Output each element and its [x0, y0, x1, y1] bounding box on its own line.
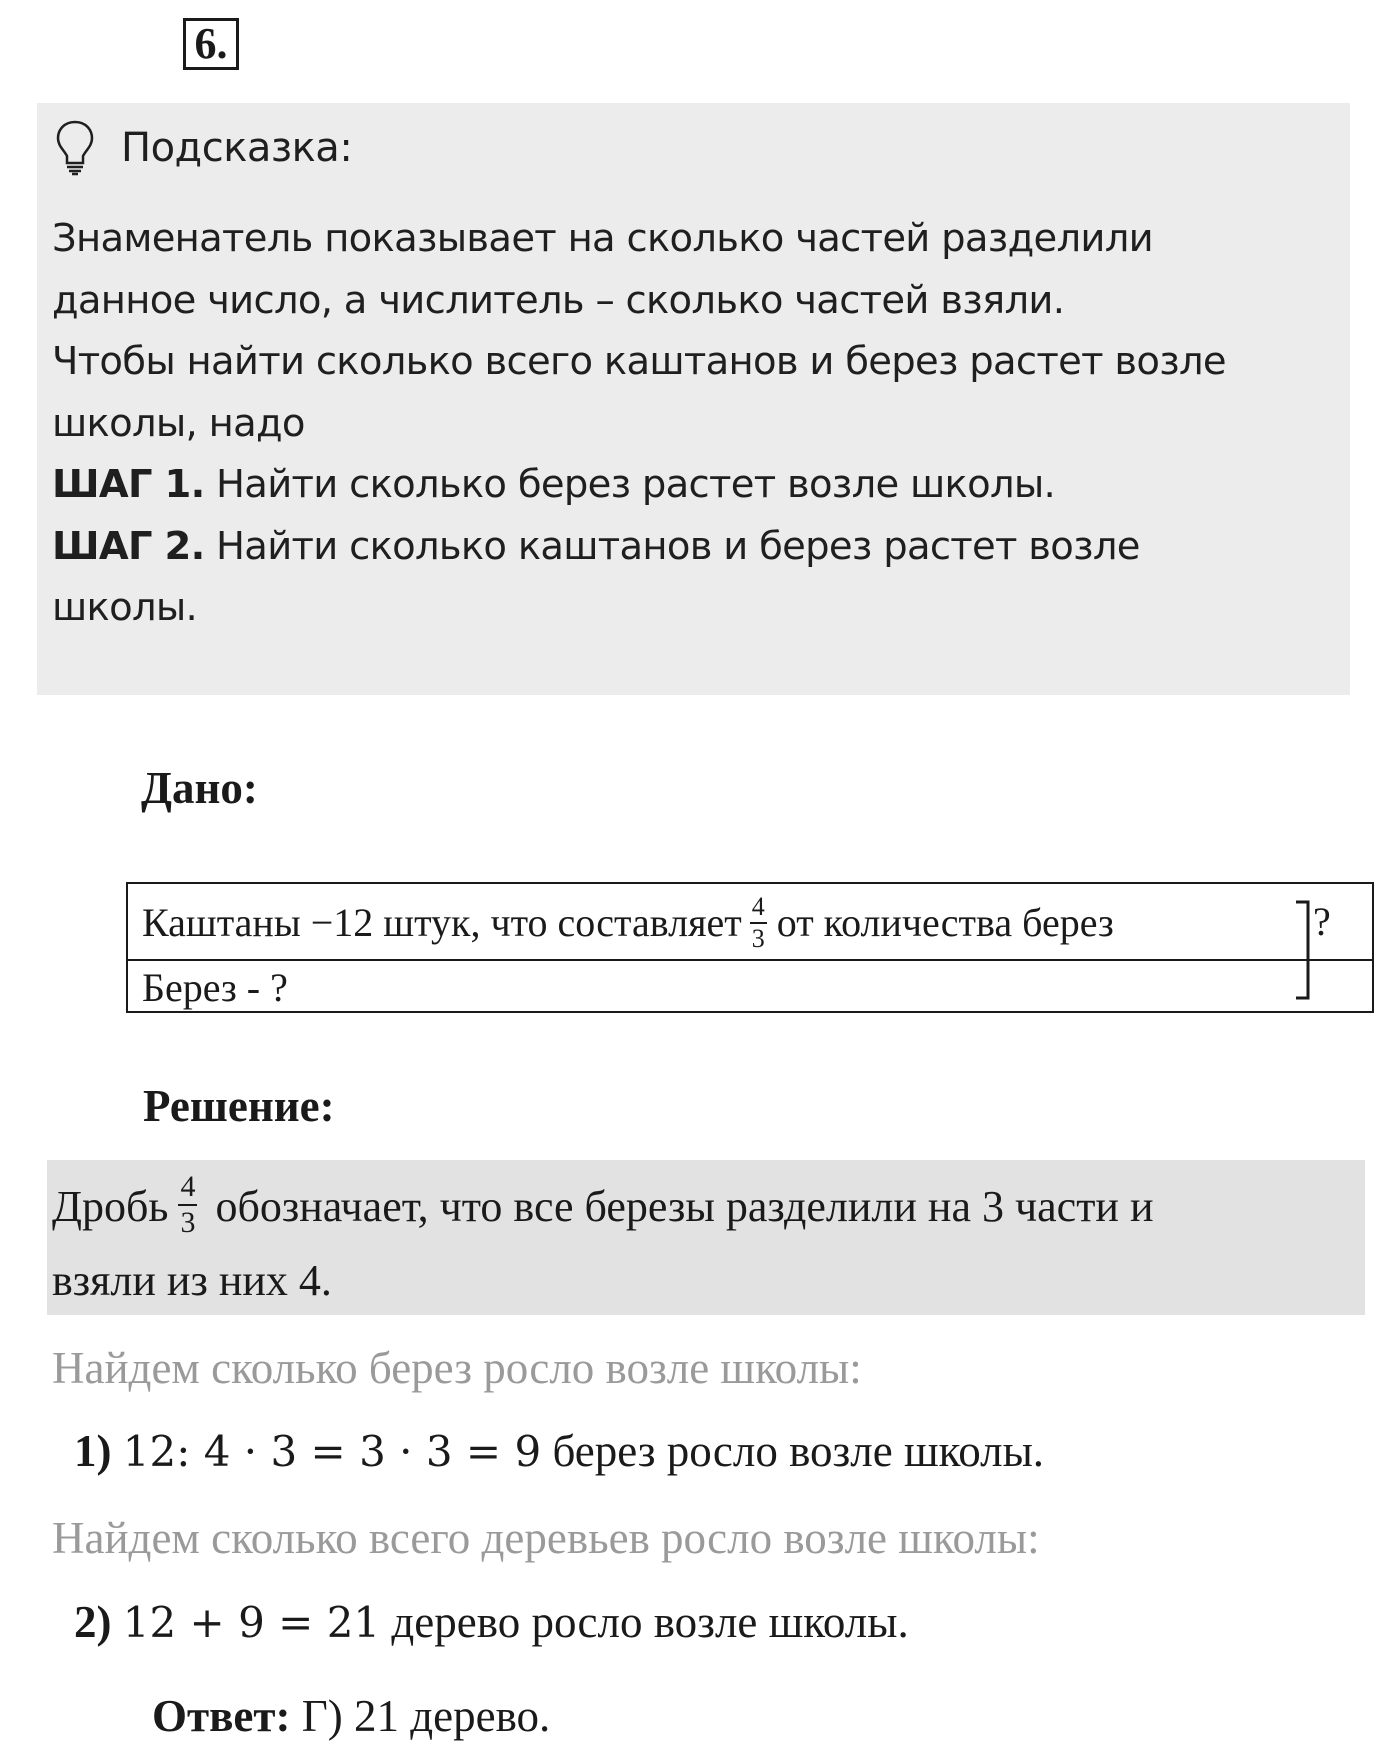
- fraction-explanation-line-1: [52, 1169, 1154, 1244]
- find-birches-caption: Найдем сколько берез росло возле школы:: [52, 1343, 862, 1393]
- fraction: [750, 894, 767, 952]
- step-text: берез росло возле школы.: [541, 1426, 1045, 1476]
- hint-step-1-label: ШАГ 1.: [52, 462, 205, 507]
- lightbulb-icon: [55, 119, 95, 177]
- find-trees-caption: Найдем сколько всего деревьев росло возле школы:: [52, 1513, 1040, 1563]
- fraction-note-prefix: Дробь: [52, 1182, 169, 1231]
- task-number: 6.: [183, 18, 239, 70]
- step-text: дерево росло возле школы.: [380, 1597, 909, 1647]
- fraction-explanation: [47, 1160, 1365, 1315]
- step-math: 12 + 9 = 21: [122, 1598, 381, 1647]
- table-divider: [128, 959, 1372, 961]
- hint-line: Чтобы найти сколько всего каштанов и берез растет возле: [52, 339, 1226, 384]
- hint-step-2-text: Найти сколько каштанов и берез растет возле: [204, 523, 1140, 569]
- given-table: [126, 882, 1374, 1013]
- fraction-explanation-line-2: взяли из них 4.: [52, 1256, 332, 1305]
- answer-text: Г) 21 дерево.: [290, 1691, 551, 1741]
- step-number: 1): [74, 1426, 112, 1476]
- hint-step-2: [52, 516, 1342, 578]
- solution-step-1: [74, 1425, 1044, 1477]
- given-row-birches: Берез - ?: [142, 965, 288, 1010]
- hint-step-2-label: ШАГ 2.: [52, 523, 205, 569]
- given-row-chestnuts: [142, 892, 1114, 956]
- hint-box: [37, 103, 1350, 695]
- hint-step-1: [52, 454, 1342, 516]
- answer: [152, 1690, 550, 1742]
- fraction-numerator: 4: [178, 1172, 197, 1206]
- hint-line: школы.: [52, 585, 198, 630]
- solution-title: Решение:: [143, 1081, 335, 1131]
- given-row-1-prefix: Каштаны −12 штук, что составляет: [142, 900, 742, 946]
- given-row-1-suffix: от количества берез: [776, 900, 1114, 946]
- solution-step-2: [74, 1596, 909, 1648]
- hint-line: Знаменатель показывает на сколько частей разделили: [52, 216, 1153, 261]
- fraction-note-suffix: обозначает, что все березы разделили на 3 части и: [215, 1182, 1154, 1231]
- fraction-denominator: 3: [180, 1205, 196, 1239]
- total-question: ?: [1313, 899, 1331, 944]
- hint-step-1-text: Найти сколько берез растет возле школы.: [204, 462, 1056, 507]
- hint-line: данное число, а числитель – сколько частей взяли.: [52, 277, 1065, 323]
- hint-body: [52, 208, 1342, 639]
- answer-label: Ответ:: [152, 1691, 291, 1741]
- fraction-numerator: 4: [750, 894, 767, 924]
- fraction: [178, 1169, 197, 1239]
- step-math: 12: 4 · 3 = 3 · 3 = 9: [122, 1427, 542, 1476]
- hint-line: школы, надо: [52, 400, 305, 446]
- fraction-denominator: 3: [751, 924, 765, 953]
- hint-header: [55, 118, 352, 178]
- step-number: 2): [74, 1597, 112, 1647]
- hint-title: Подсказка:: [121, 125, 353, 171]
- given-title: Дано:: [141, 763, 258, 813]
